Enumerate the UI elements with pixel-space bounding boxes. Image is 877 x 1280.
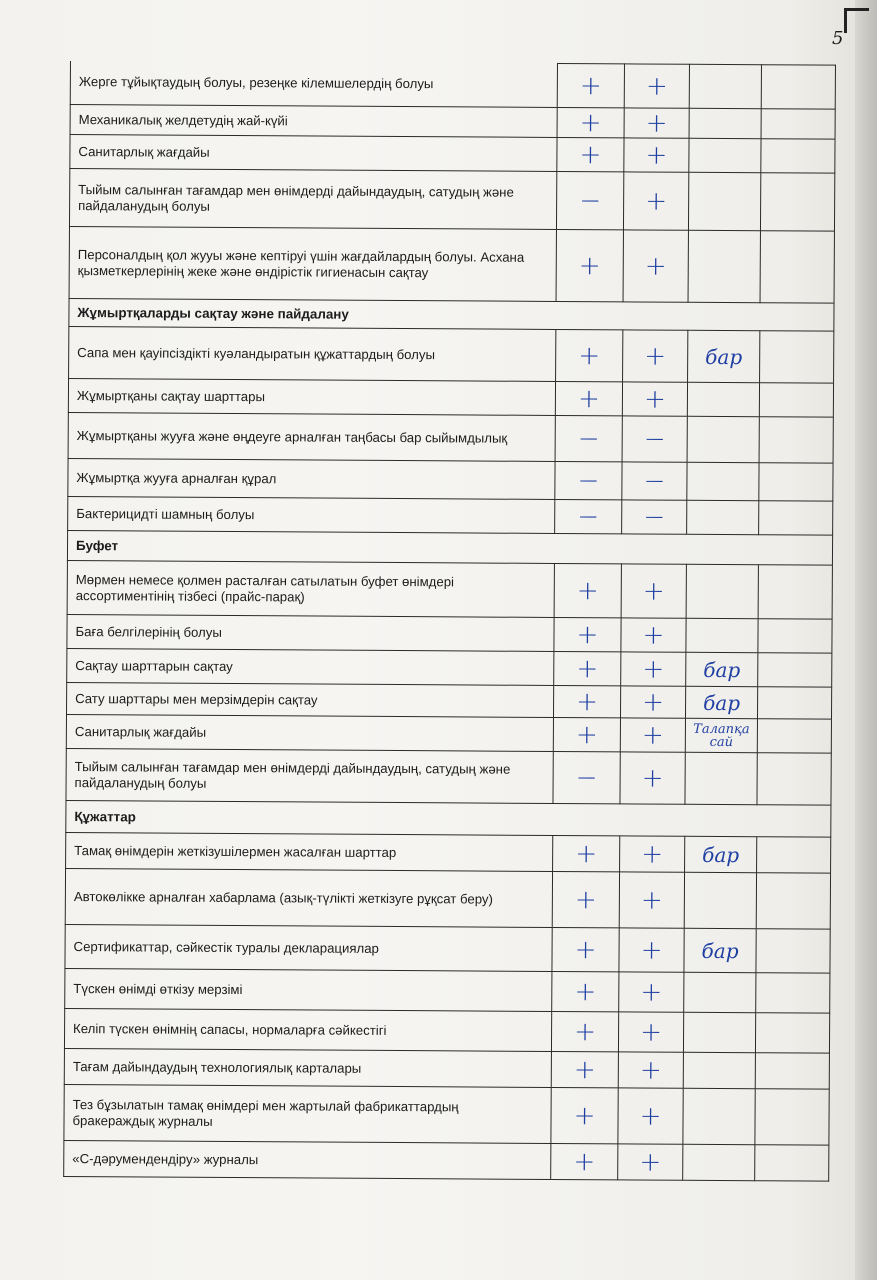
note-col [683,1144,755,1180]
note-col: бар [684,928,756,972]
note-col [689,64,761,108]
checklist-row [68,412,833,463]
row-label: Мөрмен немесе қолмен расталған сатылатын буфет өнімдері ассортиментінің тізбесі (прайс-парақ) [67,560,554,617]
mark-col-2: + [618,1088,683,1144]
empty-col [756,973,830,1013]
checklist-row [65,968,830,1013]
empty-col [761,65,835,109]
row-label: Персоналдың қол жууы және кептіруі үшін жағдайлардың болуы. Асхана қызметкерлерінің жеке және өндірістік гигиенасын сақтау [69,226,556,301]
row-label: Санитарлық жағдайы [66,714,553,751]
mark-col-1: + [551,1087,618,1143]
mark-col-2: + [619,928,684,972]
note-col: Талапқа сай [685,718,757,752]
section-header-row [66,800,831,837]
checklist-row [69,169,834,232]
row-label: Бактерицидті шамның болуы [68,496,555,533]
mark-col-2: + [621,652,686,686]
mark-col-2: + [624,64,689,108]
checklist-row [70,135,835,174]
row-label: Тыйым салынған тағамдар мен өнімдерді дайындаудың, сатудың және пайдаланудың болуы [69,169,556,230]
checklist-row [67,614,832,653]
mark-col-2: + [623,230,688,302]
checklist-row [65,924,830,973]
row-label: Тез бұзылатын тамақ өнімдері мен жартылай фабрикаттардың бракераждық журналы [64,1084,551,1143]
checklist-row [68,496,833,535]
empty-col [758,653,832,687]
empty-col [755,1053,829,1089]
mark-col-2: + [618,1012,683,1052]
page-number: 5 [832,28,844,49]
mark-col-2: − [622,462,687,500]
checklist-row [69,326,834,383]
note-col [687,500,759,534]
mark-col-2: + [619,872,684,928]
checklist-body [64,61,836,1182]
empty-col [755,1089,829,1145]
mark-col-2: + [620,686,685,718]
page-edge [855,0,877,1280]
checklist-row [66,832,831,873]
row-label: Тамақ өнімдерін жеткізушілермен жасалған шарттар [66,832,553,871]
mark-col-2: + [624,138,689,172]
note-col [687,382,759,416]
section-header-row [67,530,832,565]
checklist-row [67,648,832,687]
mark-col-1: − [556,171,623,229]
mark-col-1: + [552,871,619,927]
mark-col-1: + [557,63,624,107]
row-label: Сертификаттар, сәйкестік туралы декларациялар [65,924,552,971]
row-label: Тағам дайындаудың технологиялық карталары [64,1048,551,1087]
note-col [688,230,760,302]
empty-col [758,619,832,653]
row-label: «С-дәрумендендіру» журналы [64,1140,551,1179]
empty-col [759,501,833,535]
note-col [687,462,759,500]
note-col [684,872,756,928]
empty-col [760,331,834,383]
mark-col-1: + [551,1011,618,1051]
mark-col-1: + [552,927,619,971]
mark-col-1: + [557,137,624,171]
note-col [684,972,756,1012]
empty-col [757,687,831,719]
note-col [689,108,761,138]
mark-col-1: + [554,651,621,685]
row-label: Түскен өнімді өткізу мерзімі [65,968,552,1011]
empty-col [758,565,832,619]
section-title: Жұмыртқаларды сақтау және пайдалану [69,298,834,331]
row-label: Сақтау шарттарын сақтау [67,648,554,685]
checklist-row [66,748,831,805]
checklist-row [69,226,834,303]
note-col [683,1052,755,1088]
section-title: Буфет [67,530,832,565]
mark-col-1: + [553,685,620,717]
row-label: Сату шарттары мен мерзімдерін сақтау [67,682,554,717]
mark-col-1: − [555,415,622,461]
empty-col [759,463,833,501]
mark-col-1: + [554,617,621,651]
note-col [683,1088,755,1144]
empty-col [756,929,830,973]
checklist-row [64,1140,829,1181]
note-col: бар [685,836,757,872]
note-col [688,172,760,230]
empty-col [760,231,834,303]
checklist-table [63,60,836,1182]
empty-col [756,873,830,929]
row-label: Автокөлікке арналған хабарлама (азық-түлікті жеткізуге рұқсат беру) [65,868,552,927]
row-label: Жұмыртқаны жууға және өңдеуге арналған таңбасы бар сыйымдылық [68,412,555,461]
mark-col-2: + [623,172,688,230]
checklist-row [67,682,832,719]
note-col [683,1012,755,1052]
row-label: Келіп түскен өнімнің сапасы, нормаларға сәйкестігі [64,1008,551,1051]
mark-col-2: + [624,108,689,138]
row-label: Жұмыртқаны сақтау шарттары [68,378,555,415]
row-label: Механикалық желдетудің жай-күйі [70,105,557,138]
mark-col-1: − [555,461,622,499]
mark-col-1: + [553,835,620,871]
checklist-row [66,714,831,753]
mark-col-2: + [618,1052,683,1088]
note-col [686,564,758,618]
mark-col-2: + [623,330,688,382]
mark-col-1: − [555,499,622,533]
mark-col-1: + [556,229,623,301]
mark-col-1: + [551,1143,618,1179]
mark-col-1: − [553,751,620,803]
note-col: бар [688,330,760,382]
mark-col-1: + [556,329,623,381]
mark-col-2: + [619,972,684,1012]
empty-col [761,139,835,173]
checklist-row [64,1084,829,1145]
row-label: Жұмыртқа жууға арналған құрал [68,458,555,499]
row-label: Санитарлық жағдайы [70,135,557,172]
mark-col-2: + [620,836,685,872]
note-col [686,618,758,652]
empty-col [755,1145,829,1181]
note-col: бар [686,652,758,686]
mark-col-2: + [620,718,685,752]
mark-col-2: + [621,564,686,618]
empty-col [759,417,833,463]
mark-col-2: + [621,618,686,652]
note-col: бар [685,686,757,718]
mark-col-1: + [554,563,621,617]
row-label: Сапа мен қауіпсіздікті куәландыратын құжаттардың болуы [69,326,556,381]
empty-col [757,753,831,805]
empty-col [759,383,833,417]
empty-col [761,109,835,139]
mark-col-2: − [622,500,687,534]
empty-col [755,1013,829,1053]
checklist-row [64,1048,829,1089]
empty-col [757,837,831,873]
empty-col [757,719,831,753]
checklist-row [65,868,830,929]
checklist-row [70,61,835,110]
mark-col-1: + [557,107,624,137]
checklist-row [68,378,833,417]
mark-col-1: + [555,381,622,415]
mark-col-1: + [552,971,619,1011]
checklist-row [68,458,833,501]
mark-col-1: + [551,1051,618,1087]
row-label: Жерге тұйықтаудың болуы, резеңке кілемшелердің болуы [70,61,557,108]
mark-col-2: + [618,1144,683,1180]
mark-col-2: + [622,382,687,416]
note-col [689,138,761,172]
mark-col-2: + [620,752,685,804]
row-label: Баға белгілерінің болуы [67,614,554,651]
mark-col-1: + [553,717,620,751]
row-label: Тыйым салынған тағамдар мен өнімдерді дайындаудың, сатудың және пайдаланудың болуы [66,748,553,803]
checklist-row [64,1008,829,1053]
note-col [687,416,759,462]
mark-col-2: − [622,416,687,462]
checklist-row [67,560,832,619]
section-title: Құжаттар [66,800,831,837]
empty-col [760,173,834,231]
note-col [685,752,757,804]
checklist-row [70,105,835,140]
